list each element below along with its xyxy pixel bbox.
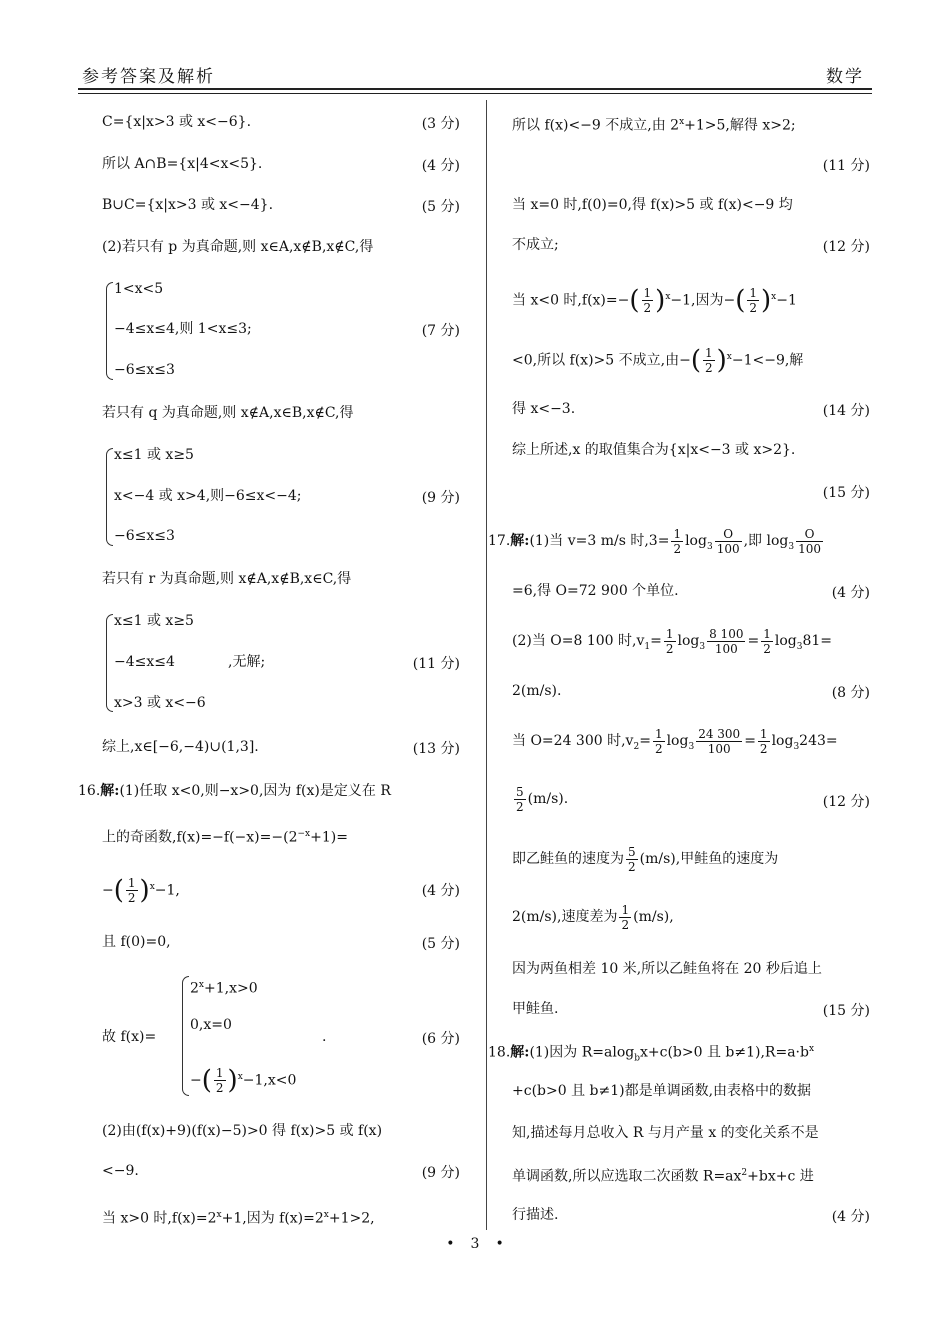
piecewise-line: −( $\frac{1}{2}$ )$^x$−1,x<0 — [190, 1065, 297, 1096]
exponent: x — [149, 882, 155, 892]
answer-line — [102, 825, 348, 847]
answer-line: (2)当 O=8 100 时$,v_1=$ $\frac{1}{2}$ $\log_3$ $\frac{8 100}{100}$ = $\frac{1}{2}$ $\log_381=$ — [512, 626, 832, 656]
answer-line: <−9. — [102, 1163, 139, 1179]
answer-line: 知,描述每月总收入 R 与月产量 x 的变化关系不是 — [512, 1125, 819, 1141]
score: (6 分) — [421, 1031, 460, 1047]
answer-line: 即乙鲑鱼的速度为 $\frac{5}{2}$ (m/s),甲鲑鱼的速度为 — [512, 844, 779, 874]
header-rule-thick — [78, 88, 872, 90]
answer-line: 当 x>0 时$,f(x)=2^x+1$,因为 $f(x)=2^x+1>2$, — [102, 1210, 375, 1227]
answer-line: 综上,x∈[−6,−4)∪(1,3]. — [102, 739, 259, 755]
answer-line: 若只有 q 为真命题,则 x∉A,x∈B,x∉C,得 — [102, 405, 354, 421]
text: −1, — [154, 882, 180, 899]
score: (11 分) — [412, 656, 460, 672]
system-brace — [106, 448, 113, 546]
answer-line: 2(m/s). — [512, 683, 562, 699]
score: (4 分) — [421, 158, 460, 174]
system-line: x≤1 或 x≥5 — [114, 613, 194, 629]
column-divider — [486, 100, 487, 1230]
score: (5 分) — [421, 936, 460, 952]
answer-line: 所以 A∩B={x|4<x<5}. — [102, 156, 263, 172]
header-rule-thin — [78, 93, 872, 94]
score: (15 分) — [822, 485, 870, 501]
answer-line: $\frac{5}{2}$ (m/s). — [516, 784, 569, 814]
answer-line: <0,所以 f(x)>5 不成立,由−( $\frac{1}{2}$ )$^x$−1<−9,解 — [512, 345, 804, 376]
score: (3 分) — [421, 116, 460, 132]
question-17: 17.解:(1)当 v=3 m/s 时,3= $\frac{1}{2}$ $\log_3$ $\frac{O}{100}$ ,即 $\log_3$ $\frac{O}{100}$ — [488, 526, 822, 556]
answer-line: (1)任取 x<0,则−x>0,因为 f(x)是定义在 R — [119, 783, 391, 799]
score: (11 分) — [822, 158, 870, 174]
score: (12 分) — [822, 794, 870, 810]
score: (9 分) — [421, 1165, 460, 1181]
system-note: ,无解; — [228, 654, 266, 670]
question-18: 18.解:(1)因为 R=alog$_b$x+c(b>0 且 $b\ne 1),R=a\cdot b^x$ — [488, 1044, 815, 1064]
score: (5 分) — [421, 199, 460, 215]
header-subject: 数学 — [826, 67, 864, 87]
system-line: x>3 或 x<−6 — [114, 695, 206, 711]
answer-line: C={x|x>3 或 x<−6}. — [102, 114, 252, 130]
score: (15 分) — [822, 1003, 870, 1019]
answer-line: B∪C={x|x>3 或 x<−4}. — [102, 197, 274, 213]
system-line: −4≤x≤4,则 1<x≤3; — [114, 321, 252, 337]
answer-line: 甲鲑鱼. — [512, 1001, 559, 1017]
score: (12 分) — [822, 239, 870, 255]
answer-line: 单调函数,所以应选取二次函数 $R=ax^2+bx+c$ 进 — [512, 1168, 814, 1185]
piecewise-line: 0,x=0 — [190, 1017, 232, 1033]
answer-line: 所以 f(x)<−9 不成立,由 $2^x+1>5$,解得 x>2; — [512, 117, 796, 134]
answer-line: (2)若只有 p 为真命题,则 x∈A,x∉B,x∉C,得 — [102, 239, 374, 255]
answer-line: 当 x=0 时,f(0)=0,得 f(x)>5 或 f(x)<−9 均 — [512, 197, 793, 213]
question-number: 16. — [78, 783, 101, 799]
answer-line: =6,得 O=72 900 个单位. — [512, 583, 679, 599]
score: (4 分) — [831, 585, 870, 601]
answer-line: 若只有 r 为真命题,则 x∉A,x∉B,x∈C,得 — [102, 571, 352, 587]
text: +1)= — [310, 829, 348, 846]
fraction: $\frac{1}{2}$ — [127, 876, 136, 906]
answer-line: 当 O=24 300 时$,v_2=$ $\frac{1}{2}$ $\log_3$ $\frac{24 300}{100}$ = $\frac{1}{2}$ $\log_3243=$ — [512, 726, 838, 756]
system-brace — [106, 282, 113, 380]
answer-line: 因为两鱼相差 10 米,所以乙鲑鱼将在 20 秒后追上 — [512, 961, 822, 977]
answer-line: 故 f(x)= — [102, 1029, 157, 1045]
exponent: −x — [297, 829, 311, 839]
piecewise-brace — [182, 976, 189, 1096]
system-line: −6≤x≤3 — [114, 362, 175, 378]
system-line: −6≤x≤3 — [114, 528, 175, 544]
answer-line: 不成立; — [512, 237, 559, 253]
question-16 — [78, 782, 391, 800]
answer-line: 且 f(0)=0, — [102, 934, 171, 950]
system-line: 1<x<5 — [114, 281, 164, 297]
score: (14 分) — [822, 403, 870, 419]
page-number: • 3 • — [446, 1236, 504, 1252]
text: − — [102, 882, 114, 899]
system-line: x<−4 或 x>4,则−6≤x<−4; — [114, 488, 302, 504]
system-line: −4≤x≤4 — [114, 654, 175, 670]
text: 上的奇函数,f(x)=−f(−x)=−(2 — [102, 829, 298, 846]
answer-line: 综上所述,x 的取值集合为{x|x<−3 或 x>2}. — [512, 442, 796, 458]
score: (4 分) — [421, 883, 460, 899]
solution-label: 解: — [100, 783, 120, 799]
score: (13 分) — [412, 741, 460, 757]
score: (9 分) — [421, 490, 460, 506]
score: (4 分) — [831, 1209, 870, 1225]
score: (8 分) — [831, 685, 870, 701]
system-brace — [106, 614, 113, 712]
answer-line: (2)由(f(x)+9)(f(x)−5)>0 得 f(x)>5 或 f(x) — [102, 1123, 383, 1139]
piecewise-line: $2^x+1,x>0$ — [190, 980, 258, 997]
answer-line: +c(b>0 且 b≠1)都是单调函数,由表格中的数据 — [512, 1083, 812, 1099]
period: . — [322, 1029, 327, 1045]
system-line: x≤1 或 x≥5 — [114, 447, 194, 463]
score: (7 分) — [421, 323, 460, 339]
answer-line: −( $\frac{1}{2}$ )$^x$−1, — [102, 875, 180, 906]
answer-line: 当 x<0 时,f(x)=−( $\frac{1}{2}$ )$^x$−1,因为−( $\frac{1}{2}$ )$^x$−1 — [512, 285, 797, 316]
answer-line: 得 x<−3. — [512, 401, 576, 417]
answer-line: 行描述. — [512, 1207, 559, 1223]
answer-line: 2(m/s),速度差为 $\frac{1}{2}$ (m/s), — [512, 902, 674, 932]
header-title: 参考答案及解析 — [82, 67, 215, 87]
